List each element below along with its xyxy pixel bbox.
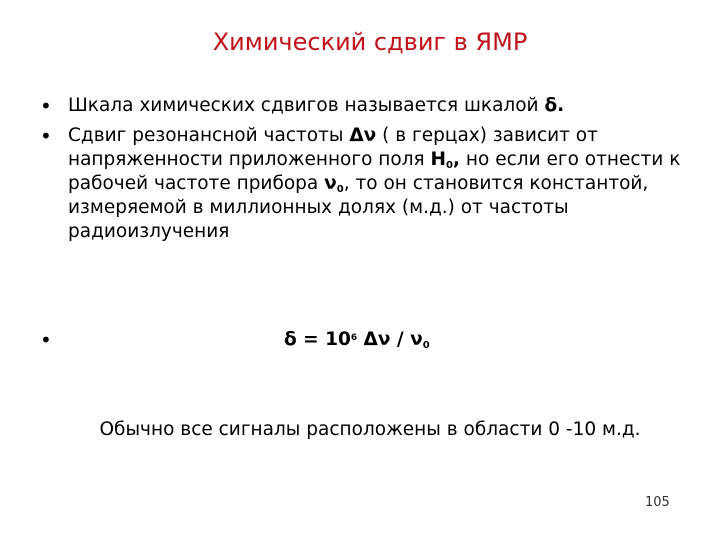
slide-title: Химический сдвиг в ЯМР <box>212 28 528 56</box>
bullet-item-scale <box>40 94 690 118</box>
formula-exponent: 6 <box>350 333 358 343</box>
bullet-marker: • <box>40 124 52 148</box>
bullet-item-shift <box>40 124 690 244</box>
field-symbol <box>431 149 460 170</box>
bullet-marker: • <box>40 328 52 352</box>
nu-symbol <box>324 173 344 194</box>
bullet-text-part4: , то он становится константой, измеряемой в миллионных долях (м.д.) от частоты радиоизлучения <box>68 173 649 242</box>
field-subscript: 0 <box>446 160 453 171</box>
formula-left: δ = 10 <box>284 329 351 350</box>
bullet-text-part1: Сдвиг резонансной частоты <box>68 125 350 146</box>
signal-range-note: Обычно все сигналы расположены в области 0 -10 м.д. <box>99 419 641 440</box>
bullet-text-part3: но если его отнести к рабочей частоте прибора <box>68 149 681 194</box>
nu-letter: ν <box>324 173 337 194</box>
formula-middle: Δν / ν <box>357 329 423 350</box>
delta-nu-symbol: Δν <box>349 125 377 146</box>
field-comma: , <box>453 149 461 170</box>
nu-subscript: 0 <box>336 184 344 195</box>
bullet-text: Шкала химических сдвигов называется шкалой <box>68 95 545 116</box>
bullet-list <box>40 94 690 250</box>
bullet-marker: • <box>40 94 52 118</box>
formula-subscript: 0 <box>422 340 430 351</box>
field-letter: H <box>430 149 447 170</box>
bullet-text-part2: ( в герцах) зависит от напряженности приложенного поля <box>68 125 598 170</box>
page-number: 105 <box>645 495 670 510</box>
delta-symbol: δ. <box>544 95 565 116</box>
chemical-shift-formula <box>284 328 430 352</box>
